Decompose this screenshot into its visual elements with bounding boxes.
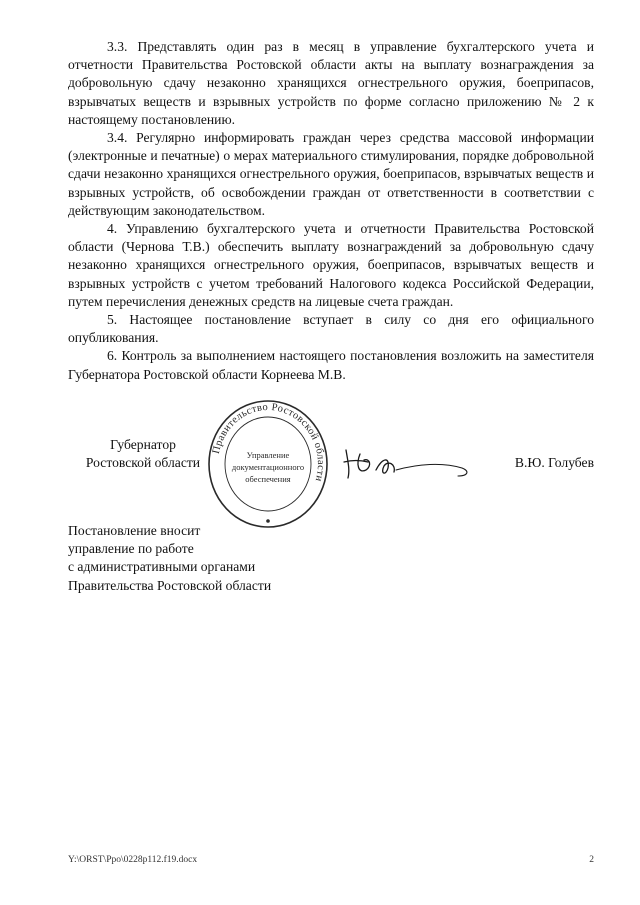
paragraph-4: 4. Управлению бухгалтерского учета и отчетности Правительства Ростовской области (Чернова Т.В.) обеспечить выплату вознаграждений за добровольную сдачу незаконно хранящихся огнестрельного оружия, боеприпасов, взрывчатых веществ и взрывных устройств с учетом требований Налогового кодекса Российской Федерации, путем перечисления денежных средств на лицевые счета граждан. bbox=[68, 221, 594, 309]
signatory-name: В.Ю. Голубев bbox=[514, 455, 594, 470]
note-line: с административными органами bbox=[68, 559, 256, 575]
seal-inner-line1: Управление bbox=[246, 450, 290, 460]
paragraph-6: 6. Контроль за выполнением настоящего постановления возложить на заместителя Губернатора Ростовской области Корнеева М.В. bbox=[68, 348, 594, 382]
signatory-title bbox=[68, 436, 218, 472]
note-line: Правительства Ростовской области bbox=[68, 577, 272, 593]
paragraph-3-4: 3.4. Регулярно информировать граждан через средства массовой информации (электронные и печатные) о мерах материального стимулирования, порядке добровольной сдачи незаконно хранящихся огнестрельного оружия, боеприпасов, взрывчатых веществ и взрывных устройств, об освобождении граждан от ответственности в соответствии с действующим законодательством. bbox=[68, 130, 594, 218]
handwritten-signature bbox=[338, 440, 478, 492]
seal-inner-line3: обеспечения bbox=[245, 474, 291, 484]
seal-outer-text: Правительство Ростовской области bbox=[210, 401, 327, 483]
official-seal bbox=[206, 398, 330, 530]
submission-note bbox=[68, 522, 368, 595]
signatory-title-line2: Ростовской области bbox=[85, 455, 201, 471]
file-path: Y:\ORST\Ppo\0228p112.f19.docx bbox=[68, 855, 198, 865]
page-number: 2 bbox=[589, 855, 594, 865]
note-line: управление по работе bbox=[68, 541, 194, 557]
seal-inner-line2: документационного bbox=[231, 462, 305, 472]
note-line: Постановление вносит bbox=[68, 523, 201, 538]
paragraph-3-3: 3.3. Представлять один раз в месяц в управление бухгалтерского учета и отчетности Правительства Ростовской области акты на выплату вознаграждения за добровольную сдачу незаконно хранящихся огнестрельного оружия, боеприпасов, взрывчатых веществ и взрывных устройств по форме согласно приложению № 2 к настоящему постановлению. bbox=[68, 39, 594, 127]
paragraph-5: 5. Настоящее постановление вступает в силу со дня его официального опубликования. bbox=[68, 312, 594, 346]
signatory-title-line1: Губернатор bbox=[110, 437, 176, 452]
